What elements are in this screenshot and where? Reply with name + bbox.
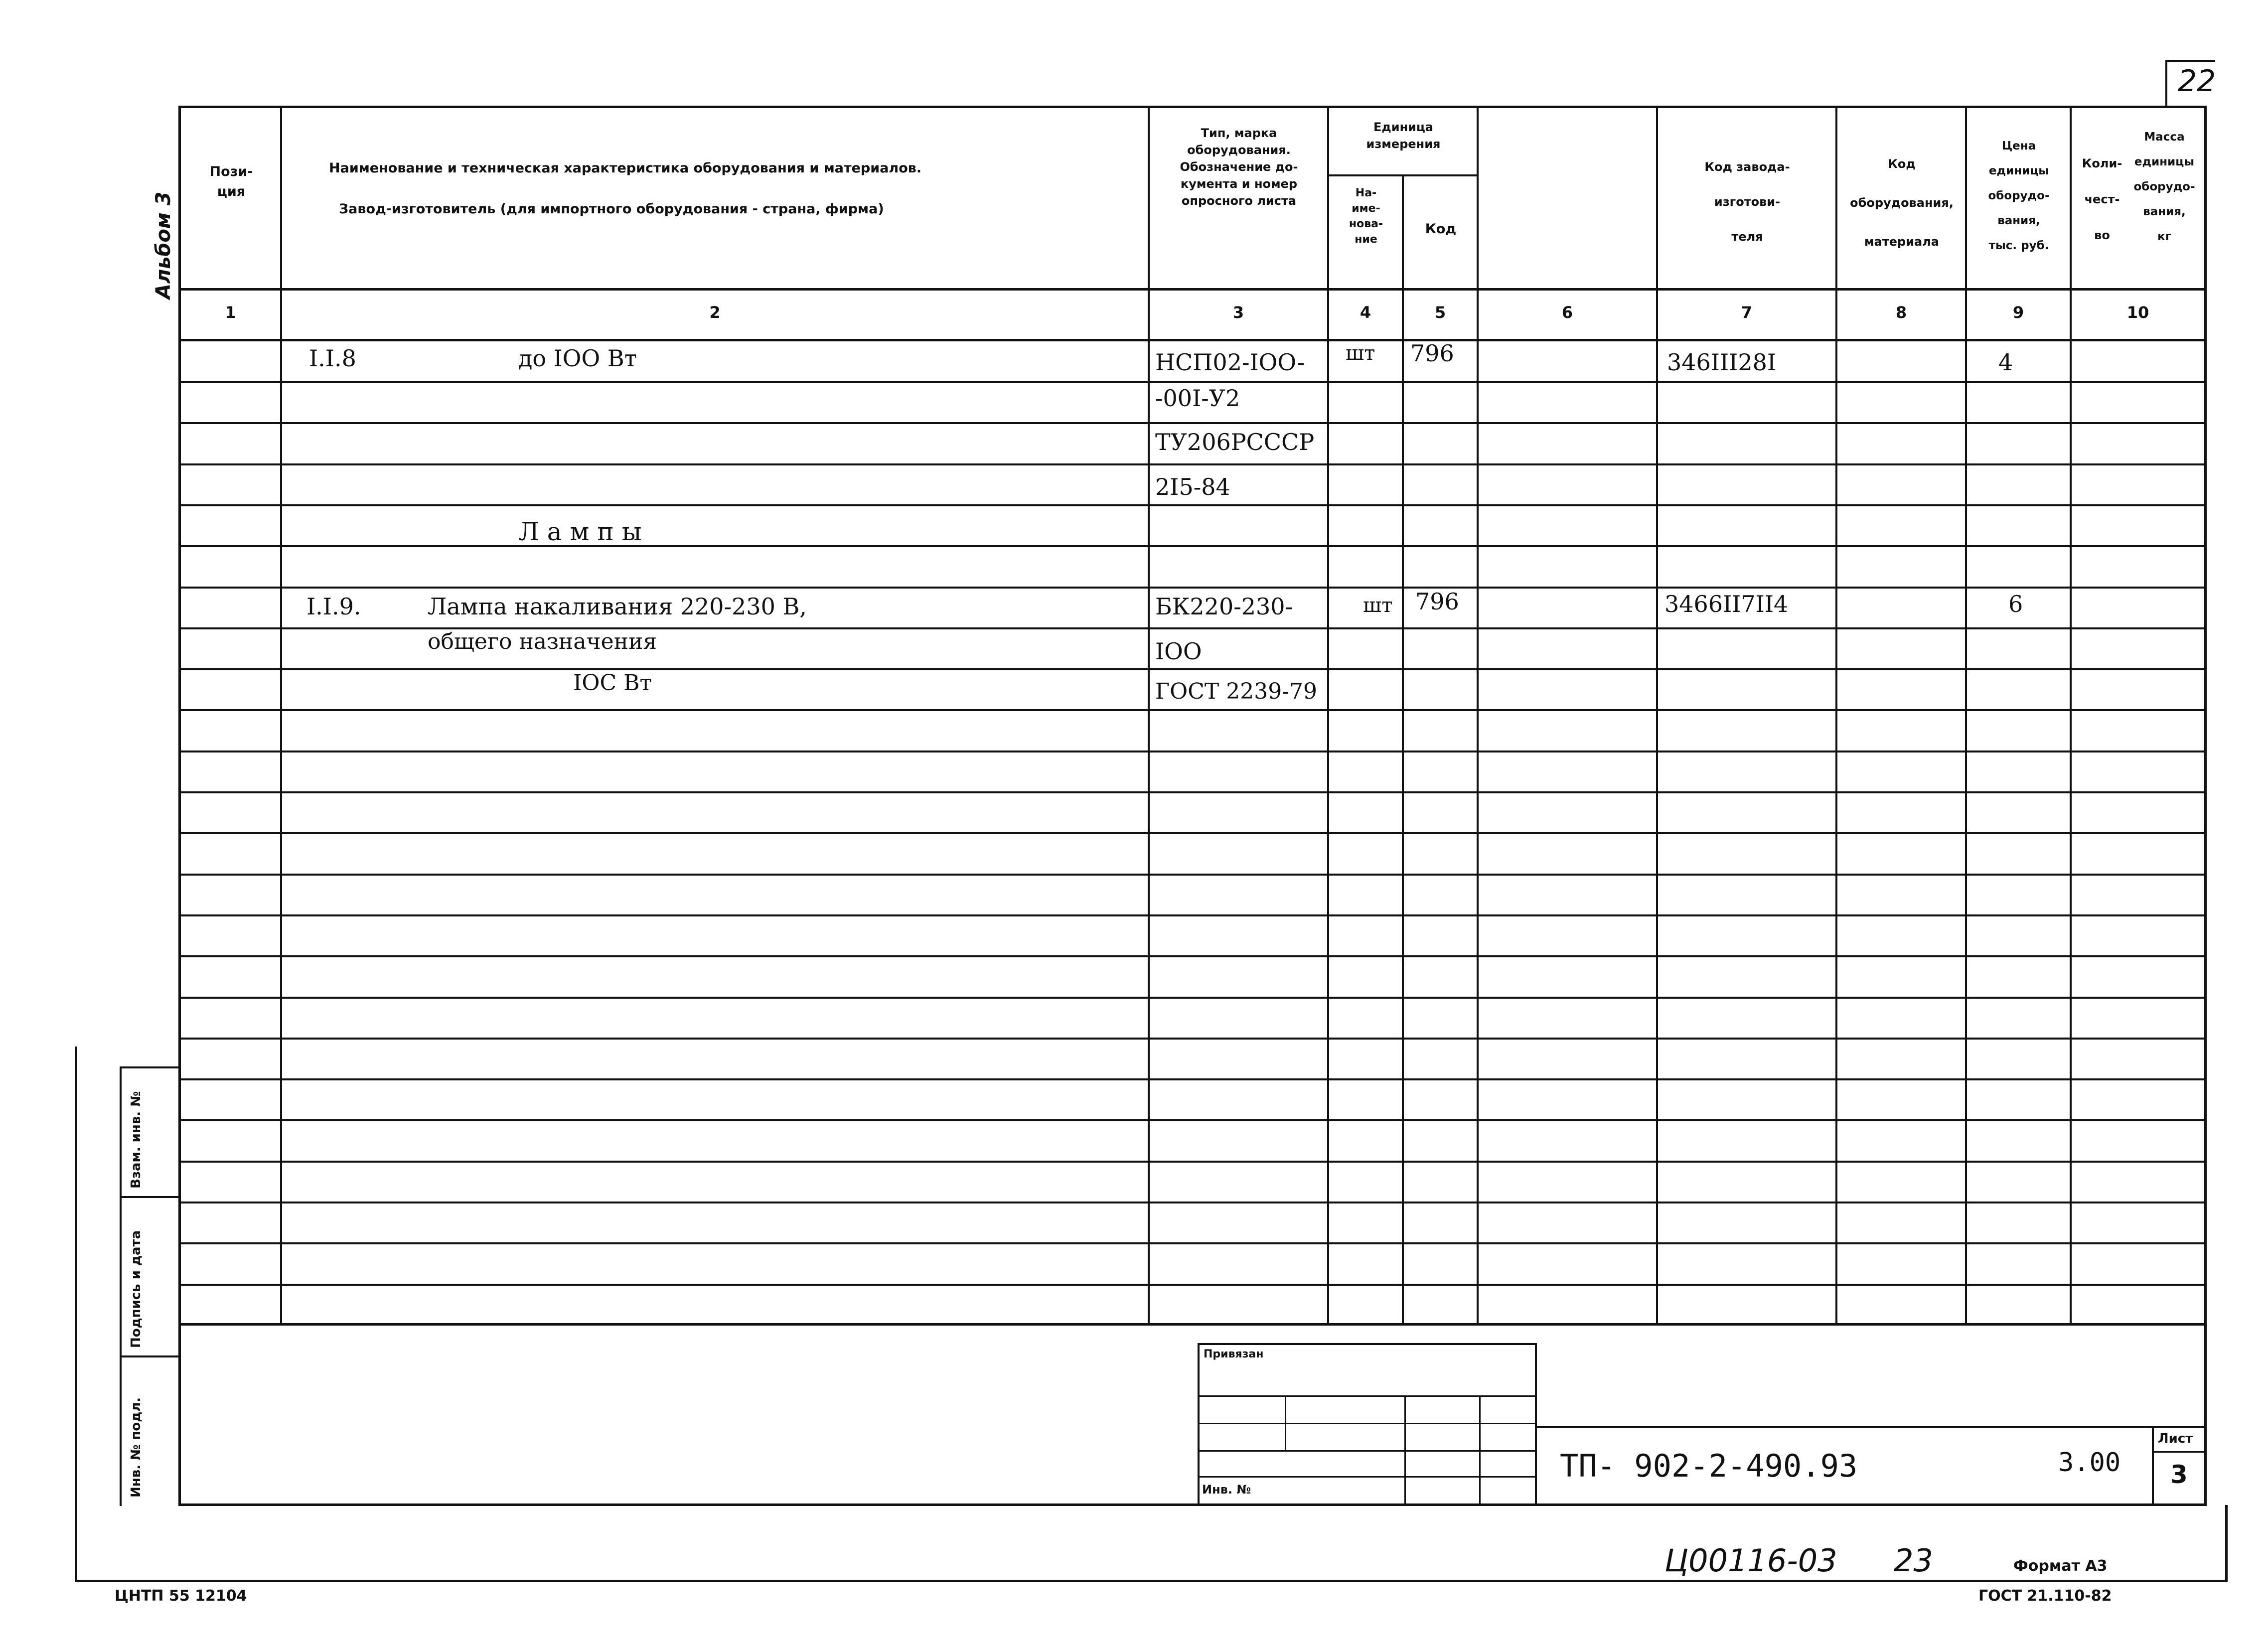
row-8-name: общего назначения [428, 629, 657, 654]
table-frame-top [178, 106, 2207, 108]
header-factory-code: Код завода- изготови- теля [1704, 160, 1790, 244]
stamp-strip-left [120, 1066, 122, 1506]
stamp-inv-podl: Инв. № подл. [129, 1397, 144, 1498]
row-9-type: ГОСТ 2239-79 [1155, 679, 1318, 704]
page-handwritten: 23 [1894, 1542, 1933, 1579]
section-heading: Лампы [518, 517, 650, 546]
printer-stamp: ЦНТП 55 12104 [115, 1587, 247, 1605]
header-name-line1: Наименование и техническая характеристика оборудования и материалов. [329, 160, 922, 176]
table-row-rule [181, 1201, 2204, 1203]
row-3-type: ТУ206РСССР [1155, 429, 1315, 455]
row-2-type: -00I-У2 [1155, 385, 1240, 412]
col-line-4 [1402, 174, 1404, 1324]
row-8-type: IOO [1155, 638, 1202, 665]
table-row-rule [181, 874, 2204, 876]
colnum-2: 2 [709, 303, 721, 322]
stamp-strip-div1 [120, 1066, 180, 1068]
header-type: Тип, марка оборудования. Обозначение до- кумента и номер опросного листа [1180, 126, 1298, 208]
colnum-6: 6 [1561, 303, 1573, 322]
table-row-rule [181, 463, 2204, 465]
header-name-line2: Завод-изготовитель (для импортного оборудования - страна, фирма) [339, 201, 884, 217]
sheet-number: 3 [2170, 1460, 2188, 1489]
row-1-type: НСП02-IOO- [1155, 349, 1305, 376]
privyazan-top [1198, 1343, 1536, 1345]
order-number-handwritten: Ц00116-03 [1664, 1542, 1837, 1579]
colnum-3: 3 [1232, 303, 1244, 322]
table-row-rule [181, 750, 2204, 752]
row-7-quantity: 6 [2008, 591, 2023, 617]
code-area-top [1535, 1426, 2207, 1428]
row-7-name: Лампа накаливания 220-230 В, [428, 593, 807, 620]
row-9-name: IOC Вт [573, 670, 652, 696]
table-row-rule [181, 668, 2204, 670]
privyazan-row4 [1198, 1476, 1536, 1478]
table-row-rule [181, 1284, 2204, 1286]
colnum-bottom-line [178, 339, 2207, 341]
row-1-quantity: 4 [1998, 349, 2013, 376]
table-row-rule [181, 422, 2204, 424]
page-box-left [2165, 60, 2167, 107]
privyazan-row3 [1198, 1450, 1536, 1452]
table-row-rule [181, 1119, 2204, 1121]
header-bottom-line [178, 288, 2207, 291]
privyazan-col3 [1479, 1395, 1481, 1505]
privyazan-col2 [1404, 1395, 1406, 1505]
privyazan-col1 [1285, 1395, 1286, 1450]
body-bottom-line [178, 1323, 2207, 1326]
colnum-1: 1 [225, 303, 236, 322]
table-row-rule [181, 1078, 2204, 1080]
section-code: 3.00 [2058, 1448, 2121, 1478]
page-number-handwritten: 22 [2178, 64, 2216, 99]
sheet-frame-left [75, 1047, 77, 1582]
colnum-4: 4 [1360, 303, 1371, 322]
row-7-position: I.I.9. [306, 593, 361, 620]
inv-no-label: Инв. № [1202, 1483, 1251, 1497]
header-unit-code: Код [1425, 221, 1457, 237]
colnum-7: 7 [1741, 303, 1753, 322]
colnum-5: 5 [1434, 303, 1446, 322]
unit-group-divider [1327, 174, 1479, 176]
sheet-frame-bottom [75, 1580, 2228, 1582]
row-1-position: I.I.8 [309, 345, 356, 372]
stamp-strip-div3 [120, 1355, 180, 1357]
table-row-rule [181, 545, 2204, 547]
table-row-rule [181, 832, 2204, 834]
stamp-vzam-inv: Взам. инв. № [129, 1091, 144, 1189]
header-quantity: Коли- чест- во [2082, 156, 2122, 242]
table-row-rule [181, 381, 2204, 383]
sheet-box-left [2152, 1426, 2154, 1506]
table-frame-bottom [178, 1503, 2207, 1506]
table-row-rule [181, 791, 2204, 793]
table-row-rule [181, 1161, 2204, 1163]
row-1-name: до IOO Вт [518, 345, 637, 372]
table-row-rule [181, 587, 2204, 589]
header-price: Цена единицы оборудо- вания, тыс. руб. [1988, 140, 2050, 252]
privyazan-label: Привязан [1204, 1348, 1264, 1360]
row-7-unit: шт [1363, 594, 1393, 617]
colnum-8: 8 [1895, 303, 1907, 322]
doc-code: ТП- 902-2-490.93 [1560, 1448, 1858, 1484]
header-equipment-code: Код оборудования, материала [1850, 157, 1954, 249]
row-1-code: 796 [1410, 340, 1454, 367]
row-7-equip-code: 3466II7II4 [1664, 591, 1789, 617]
stamp-strip-div2 [120, 1196, 180, 1198]
page-box-top [2165, 60, 2215, 62]
sheet-box-div [2152, 1451, 2207, 1453]
format-label: Формат А3 [2013, 1557, 2108, 1575]
gost-label: ГОСТ 21.110-82 [1978, 1587, 2112, 1605]
table-row-rule [181, 709, 2204, 711]
header-unit-name: На- име- нова- ние [1349, 187, 1383, 246]
privyazan-row1 [1198, 1395, 1536, 1397]
album-stamp: Альбом 3 [152, 191, 175, 299]
row-1-equip-code: 346III28I [1667, 349, 1777, 376]
table-row-rule [181, 1038, 2204, 1040]
table-row-rule [181, 1242, 2204, 1244]
privyazan-row2 [1198, 1423, 1536, 1424]
sheet-label: Лист [2158, 1431, 2193, 1446]
table-frame-right [2204, 106, 2207, 1506]
row-4-type: 2I5-84 [1155, 473, 1230, 500]
colnum-10: 10 [2126, 303, 2149, 322]
header-position: Пози- ция [209, 164, 253, 199]
table-row-rule [181, 504, 2204, 506]
table-row-rule [181, 914, 2204, 916]
table-row-rule [181, 955, 2204, 957]
row-7-code: 796 [1415, 588, 1459, 615]
header-mass: Масса единицы оборудо- вания, кг [2133, 131, 2195, 243]
colnum-9: 9 [2012, 303, 2024, 322]
table-row-rule [181, 997, 2204, 999]
stamp-podpis-data: Подпись и дата [129, 1230, 144, 1348]
sheet-frame-right [2225, 1505, 2228, 1582]
header-unit-group: Единица измерения [1366, 120, 1441, 151]
row-1-unit: шт [1346, 342, 1375, 365]
row-7-type: БК220-230- [1155, 593, 1293, 620]
